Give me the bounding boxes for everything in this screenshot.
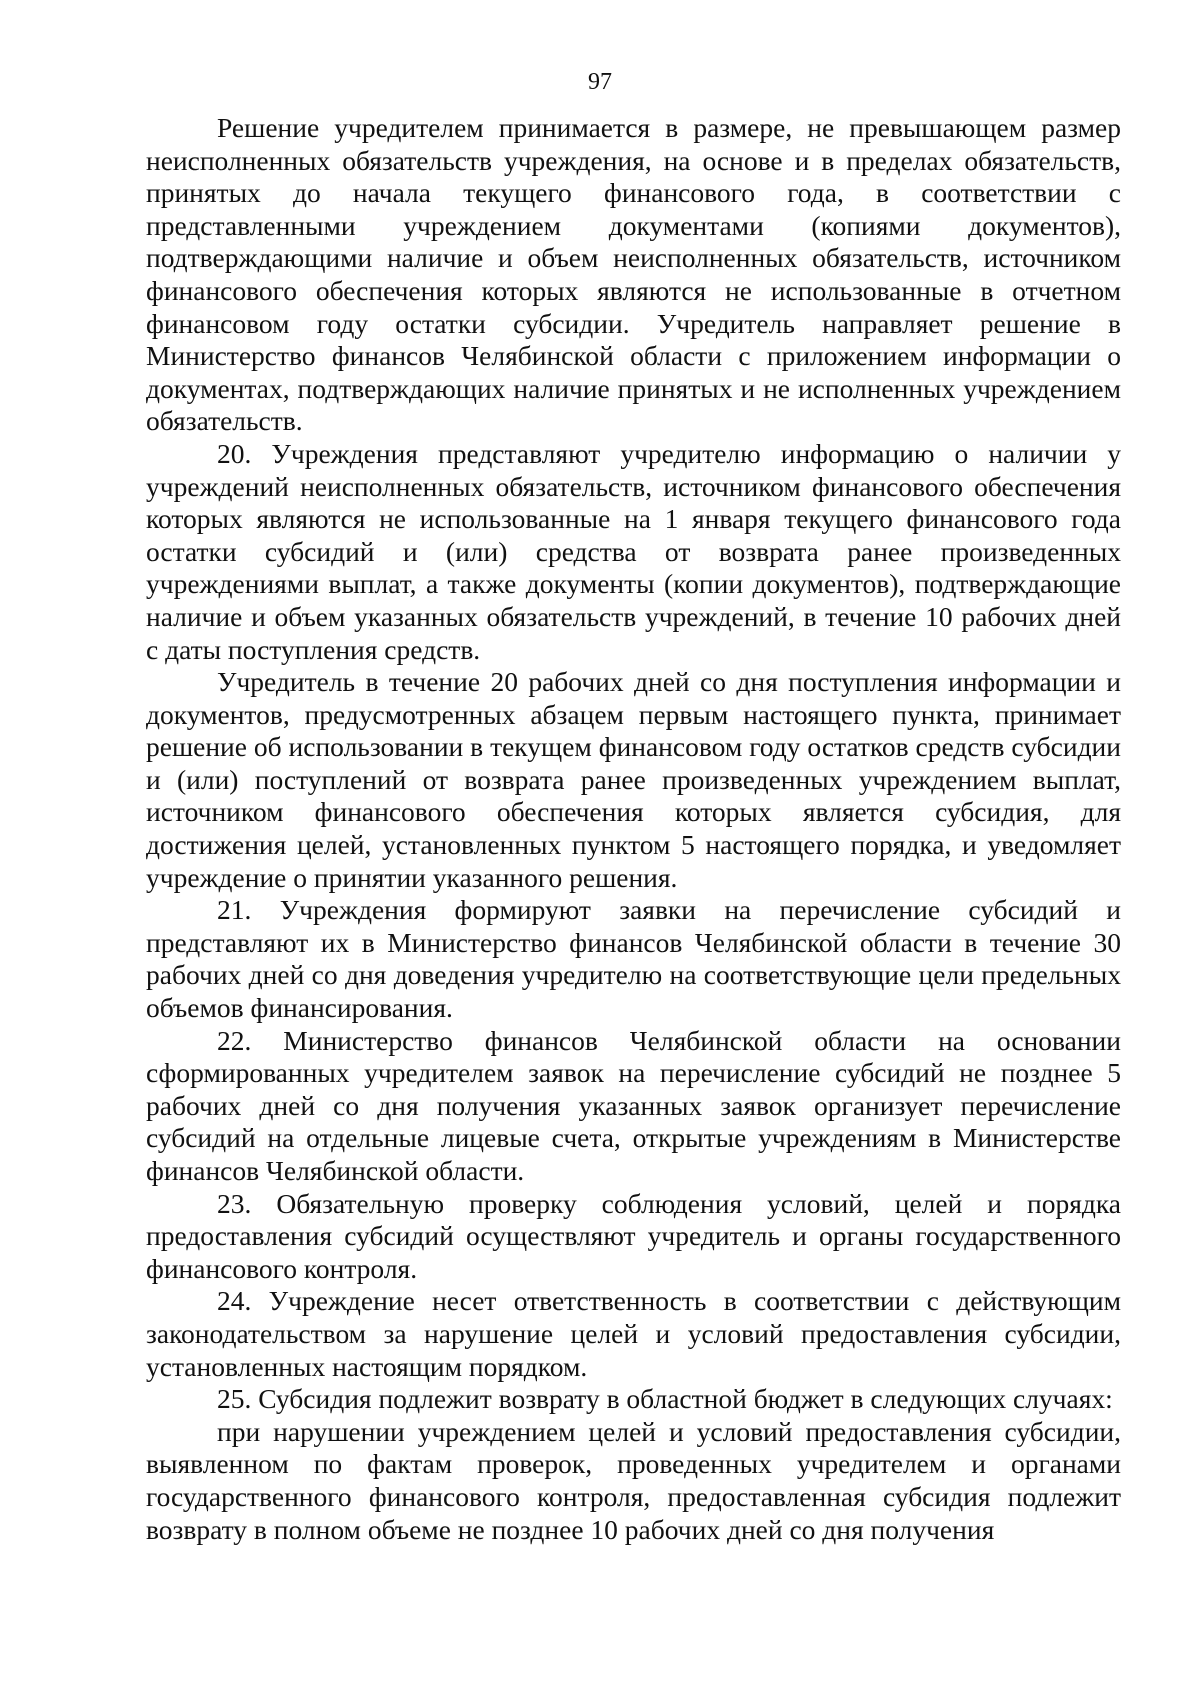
paragraph-23: 23. Обязательную проверку соблюдения условий, целей и порядка предоставления субсидий осуществляют учредитель и органы государственного финансового контроля. (146, 1187, 1121, 1284)
paragraph-25: 25. Субсидия подлежит возврату в областной бюджет в следующих случаях: (217, 1383, 1113, 1415)
paragraph-24: 24. Учреждение несет ответственность в соответствии с действующим законодательством за нарушение целей и условий предоставления субсидии, установленных настоящим порядком. (146, 1285, 1121, 1382)
paragraph-20-founder-decision: Учредитель в течение 20 рабочих дней со дня поступления информации и документов, предусмотренных абзацем первым настоящего пункта, принимает решение об использовании в текущем финансовом году остатков средств субсидии и (или) поступлений от возврата ранее произведенных учреждением выплат, источником финансового обеспечения которых является субсидия, для достижения целей, установленных пунктом 5 настоящего порядка, и уведомляет учреждение о принятии указанного решения. (146, 666, 1121, 893)
paragraph-22: 22. Министерство финансов Челябинской области на основании сформированных учредителем заявок на перечисление субсидий не позднее 5 рабочих дней со дня получения указанных заявок организует перечисление субсидий на отдельные лицевые счета, открытые учреждениям в Министерстве финансов Челябинской области. (146, 1024, 1121, 1186)
paragraph-decision: Решение учредителем принимается в размере, не превышающем размер неисполненных обязательств учреждения, на основе и в пределах обязательств, принятых до начала текущего финансового года, в соответствии с представленными учреждением документами (копиями документов), подтверждающими наличие и объем неисполненных обязательств, источником финансового обеспечения которых являются не использованные в отчетном финансовом году остатки субсидии. Учредитель направляет решение в Министерство финансов Челябинской области с приложением информации о документах, подтверждающих наличие принятых и не исполненных учреждением обязательств. (146, 112, 1121, 437)
body-text (146, 112, 1121, 1546)
paragraph-25-violation: при нарушении учреждением целей и условий предоставления субсидии, выявленном по фактам проверок, проведенных учредителем и органами государственного финансового контроля, предоставленная субсидия подлежит возврату в полном объеме не позднее 10 рабочих дней со дня получения (146, 1415, 1121, 1545)
page-number: 97 (588, 69, 612, 95)
paragraph-21: 21. Учреждения формируют заявки на перечисление субсидий и представляют их в Министерство финансов Челябинской области в течение 30 рабочих дней со дня доведения учредителю на соответствующие цели предельных объемов финансирования. (146, 894, 1121, 1024)
paragraph-20: 20. Учреждения представляют учредителю информацию о наличии у учреждений неисполненных обязательств, источником финансового обеспечения которых являются не использованные на 1 января текущего финансового года остатки субсидий и (или) средства от возврата ранее произведенных учреждениями выплат, а также документы (копии документов), подтверждающие наличие и объем указанных обязательств учреждений, в течение 10 рабочих дней с даты поступления средств. (146, 437, 1121, 665)
